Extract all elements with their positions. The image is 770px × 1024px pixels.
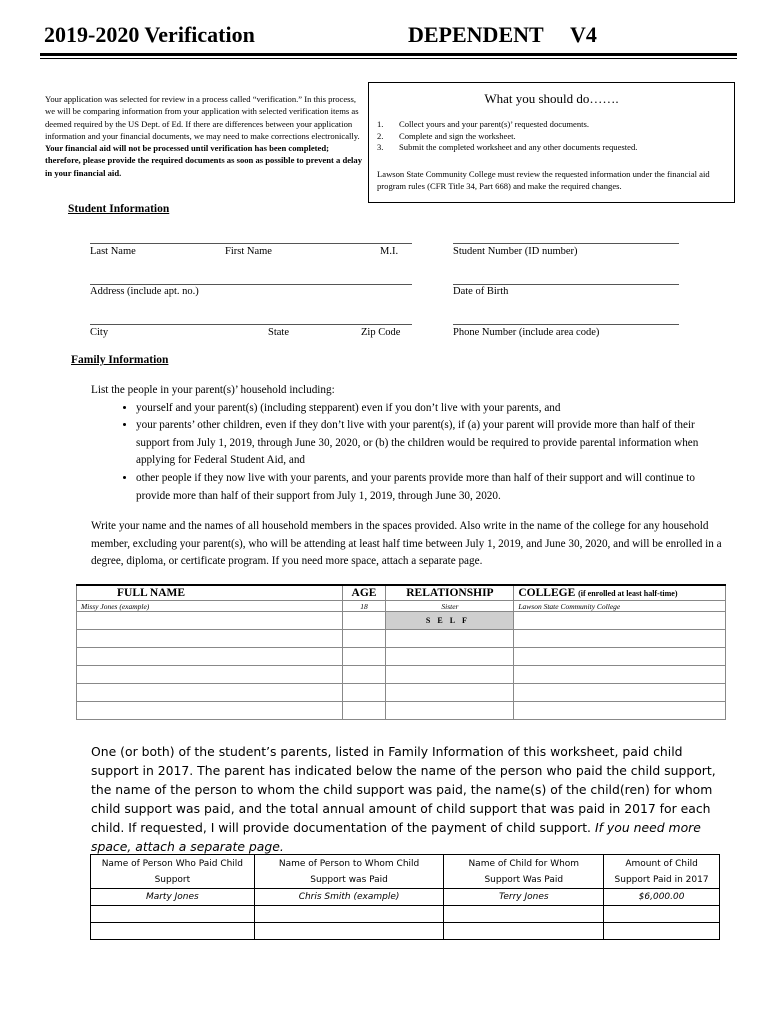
- todo-box: [368, 82, 735, 203]
- col-payer: [91, 855, 255, 889]
- family-bullets: [91, 400, 731, 506]
- cell[interactable]: [444, 923, 604, 940]
- step-number: 3.: [377, 142, 384, 152]
- household-self-row: [77, 612, 726, 630]
- household-example-row: [77, 601, 726, 612]
- col-college-note: (if enrolled at least half-time): [578, 589, 678, 598]
- family-info-heading: Family Information: [71, 354, 169, 366]
- family-bullet: • your parents’ other children, even if they don’t live with your parent(s), if (a) your parent will provide more than half of their support from July 1, 2019, through June 30, 2020, or (b) the children would be required to provide parental information when applying for Federal Student Aid, and: [136, 417, 731, 470]
- col-child: [444, 855, 604, 889]
- example-payee: Chris Smith (example): [254, 889, 444, 906]
- cell[interactable]: [342, 666, 386, 684]
- family-list-intro: List the people in your parent(s)’ household including:: [91, 384, 335, 396]
- cell[interactable]: [91, 923, 255, 940]
- header-rule-thick: [40, 53, 737, 56]
- cell[interactable]: [514, 702, 726, 720]
- example-college: Lawson State Community College: [514, 601, 726, 612]
- self-label: SELF: [386, 612, 514, 630]
- col-amount-line1: Amount of Child: [625, 858, 698, 869]
- child-support-example-row: [91, 889, 720, 906]
- self-name-cell[interactable]: [77, 612, 343, 630]
- student-number-label: Student Number (ID number): [453, 246, 578, 257]
- col-payee-line1: Name of Person to Whom Child: [278, 858, 420, 869]
- intro-text: [45, 93, 365, 179]
- child-support-header-row: [91, 855, 720, 889]
- household-row: [77, 666, 726, 684]
- example-relationship: Sister: [386, 601, 514, 612]
- household-header-row: [77, 585, 726, 601]
- step-text: Collect yours and your parent(s)’ requested documents.: [399, 119, 590, 129]
- last-name-label: Last Name: [90, 246, 136, 257]
- household-row: [77, 630, 726, 648]
- step-text: Submit the completed worksheet and any other documents requested.: [399, 142, 638, 152]
- family-bullet: • other people if they now live with your parents, and your parents provide more than half of their support and will continue to provide more than half of their support from July 1, 2019, through June 30, 2020.: [136, 470, 731, 505]
- col-child-line1: Name of Child for Whom: [468, 858, 580, 869]
- header-rule-thin: [40, 58, 737, 59]
- self-college-cell[interactable]: [514, 612, 726, 630]
- col-payer-line1: Name of Person Who Paid Child: [101, 858, 244, 869]
- cell[interactable]: [77, 702, 343, 720]
- step-number: 1.: [377, 119, 384, 129]
- col-full-name: FULL NAME: [77, 585, 343, 601]
- cell[interactable]: [342, 702, 386, 720]
- todo-steps: [377, 119, 637, 154]
- cell[interactable]: [604, 906, 720, 923]
- cell[interactable]: [514, 684, 726, 702]
- cell[interactable]: [342, 648, 386, 666]
- child-support-row: [91, 906, 720, 923]
- dob-label: Date of Birth: [453, 286, 509, 297]
- example-child: Terry Jones: [444, 889, 604, 906]
- cell[interactable]: [342, 684, 386, 702]
- city-line[interactable]: [90, 324, 412, 325]
- cell[interactable]: [514, 648, 726, 666]
- state-label: State: [268, 327, 289, 338]
- intro-bold: Your financial aid will not be processed until verification has been completed; therefore, please provide the required documents as soon as possible to prevent a delay in your financial aid.: [45, 143, 363, 178]
- col-amount: [604, 855, 720, 889]
- cell[interactable]: [386, 684, 514, 702]
- child-support-row: [91, 923, 720, 940]
- zip-label: Zip Code: [361, 327, 401, 338]
- step-text: Complete and sign the worksheet.: [399, 130, 516, 141]
- student-number-line[interactable]: [453, 243, 679, 244]
- child-support-text: One (or both) of the student’s parents, listed in Family Information of this worksheet, paid child support in 2017. The parent has indicated below the name of the person who paid the child support, the name of the person to whom the child support was paid, the name(s) of the child(ren) for whom child support was paid, and the total annual amount of child support that was paid in 2017 for each child. If requested, I will provide documentation of the payment of child support.: [91, 744, 716, 835]
- name-line[interactable]: [90, 243, 412, 244]
- todo-title: What you should do…….: [484, 91, 619, 106]
- cell[interactable]: [77, 648, 343, 666]
- phone-line[interactable]: [453, 324, 679, 325]
- cell[interactable]: [514, 666, 726, 684]
- cell[interactable]: [254, 906, 444, 923]
- col-college-label: COLLEGE: [518, 587, 576, 599]
- city-label: City: [90, 327, 109, 338]
- example-age: 18: [342, 601, 386, 612]
- household-row: [77, 648, 726, 666]
- first-name-label: First Name: [225, 246, 272, 257]
- household-table: [76, 584, 726, 720]
- household-instructions: Write your name and the names of all household members in the spaces provided. Also write in the name of the college for any household member, excluding your parent(s), who will be attending at least half time between July 1, 2019, and June 30, 2020, and will be enrolled in a degree, diploma, or certificate program. If you need more space, attach a separate page.: [91, 520, 722, 568]
- family-list: [91, 382, 731, 505]
- student-info-heading: Student Information: [68, 203, 170, 215]
- cell[interactable]: [386, 702, 514, 720]
- child-support-table: [90, 854, 720, 940]
- phone-label: Phone Number (include area code): [453, 327, 600, 338]
- cell[interactable]: [604, 923, 720, 940]
- cell[interactable]: [254, 923, 444, 940]
- form-version: V4: [570, 22, 597, 47]
- todo-step: [377, 142, 637, 154]
- todo-step: [377, 131, 637, 143]
- cell[interactable]: [77, 630, 343, 648]
- cell[interactable]: [77, 666, 343, 684]
- todo-step: [377, 119, 637, 131]
- self-age-cell[interactable]: [342, 612, 386, 630]
- cell[interactable]: [444, 906, 604, 923]
- mi-label: M.I.: [380, 246, 399, 257]
- col-payee-line2: Support was Paid: [310, 874, 388, 885]
- col-payer-line2: Support: [154, 874, 191, 885]
- family-bullet: • yourself and your parent(s) (including stepparent) even if you don’t live with your parents, and: [136, 400, 731, 418]
- col-payee: [254, 855, 444, 889]
- dependency-status: DEPENDENT: [408, 22, 544, 47]
- cell[interactable]: [91, 906, 255, 923]
- col-relationship: RELATIONSHIP: [386, 585, 514, 601]
- col-age: AGE: [342, 585, 386, 601]
- cell[interactable]: [77, 684, 343, 702]
- example-amount: $6,000.00: [604, 889, 720, 906]
- cell[interactable]: [386, 630, 514, 648]
- household-row: [77, 684, 726, 702]
- child-support-paragraph: [91, 742, 731, 856]
- page-title: 2019-2020 Verification: [44, 22, 255, 47]
- example-name: Missy Jones (example): [77, 601, 343, 612]
- cell[interactable]: [386, 666, 514, 684]
- todo-note: Lawson State Community College must review the requested information under the financial aid program rules (CFR Title 34, Part 668) and make the required changes.: [377, 169, 710, 191]
- household-row: [77, 702, 726, 720]
- dob-line[interactable]: [453, 284, 679, 285]
- col-college: [514, 585, 726, 601]
- col-child-line2: Support Was Paid: [484, 874, 564, 885]
- example-payer: Marty Jones: [91, 889, 255, 906]
- cell[interactable]: [514, 630, 726, 648]
- cell[interactable]: [386, 648, 514, 666]
- address-line[interactable]: [90, 284, 412, 285]
- address-label: Address (include apt. no.): [90, 286, 199, 297]
- step-number: 2.: [377, 130, 384, 141]
- child-support-italic: If you need more space, attach a separate page.: [91, 820, 701, 854]
- intro-normal: Your application was selected for review in a process called “verification.” In this process, we will be comparing information from your application with selected verification items as deemed required by the US Dept. of Ed. If there are differences between your application information and your financial documents, we may need to make corrections electronically.: [45, 94, 360, 141]
- col-amount-line2: Support Paid in 2017: [614, 874, 709, 885]
- cell[interactable]: [342, 630, 386, 648]
